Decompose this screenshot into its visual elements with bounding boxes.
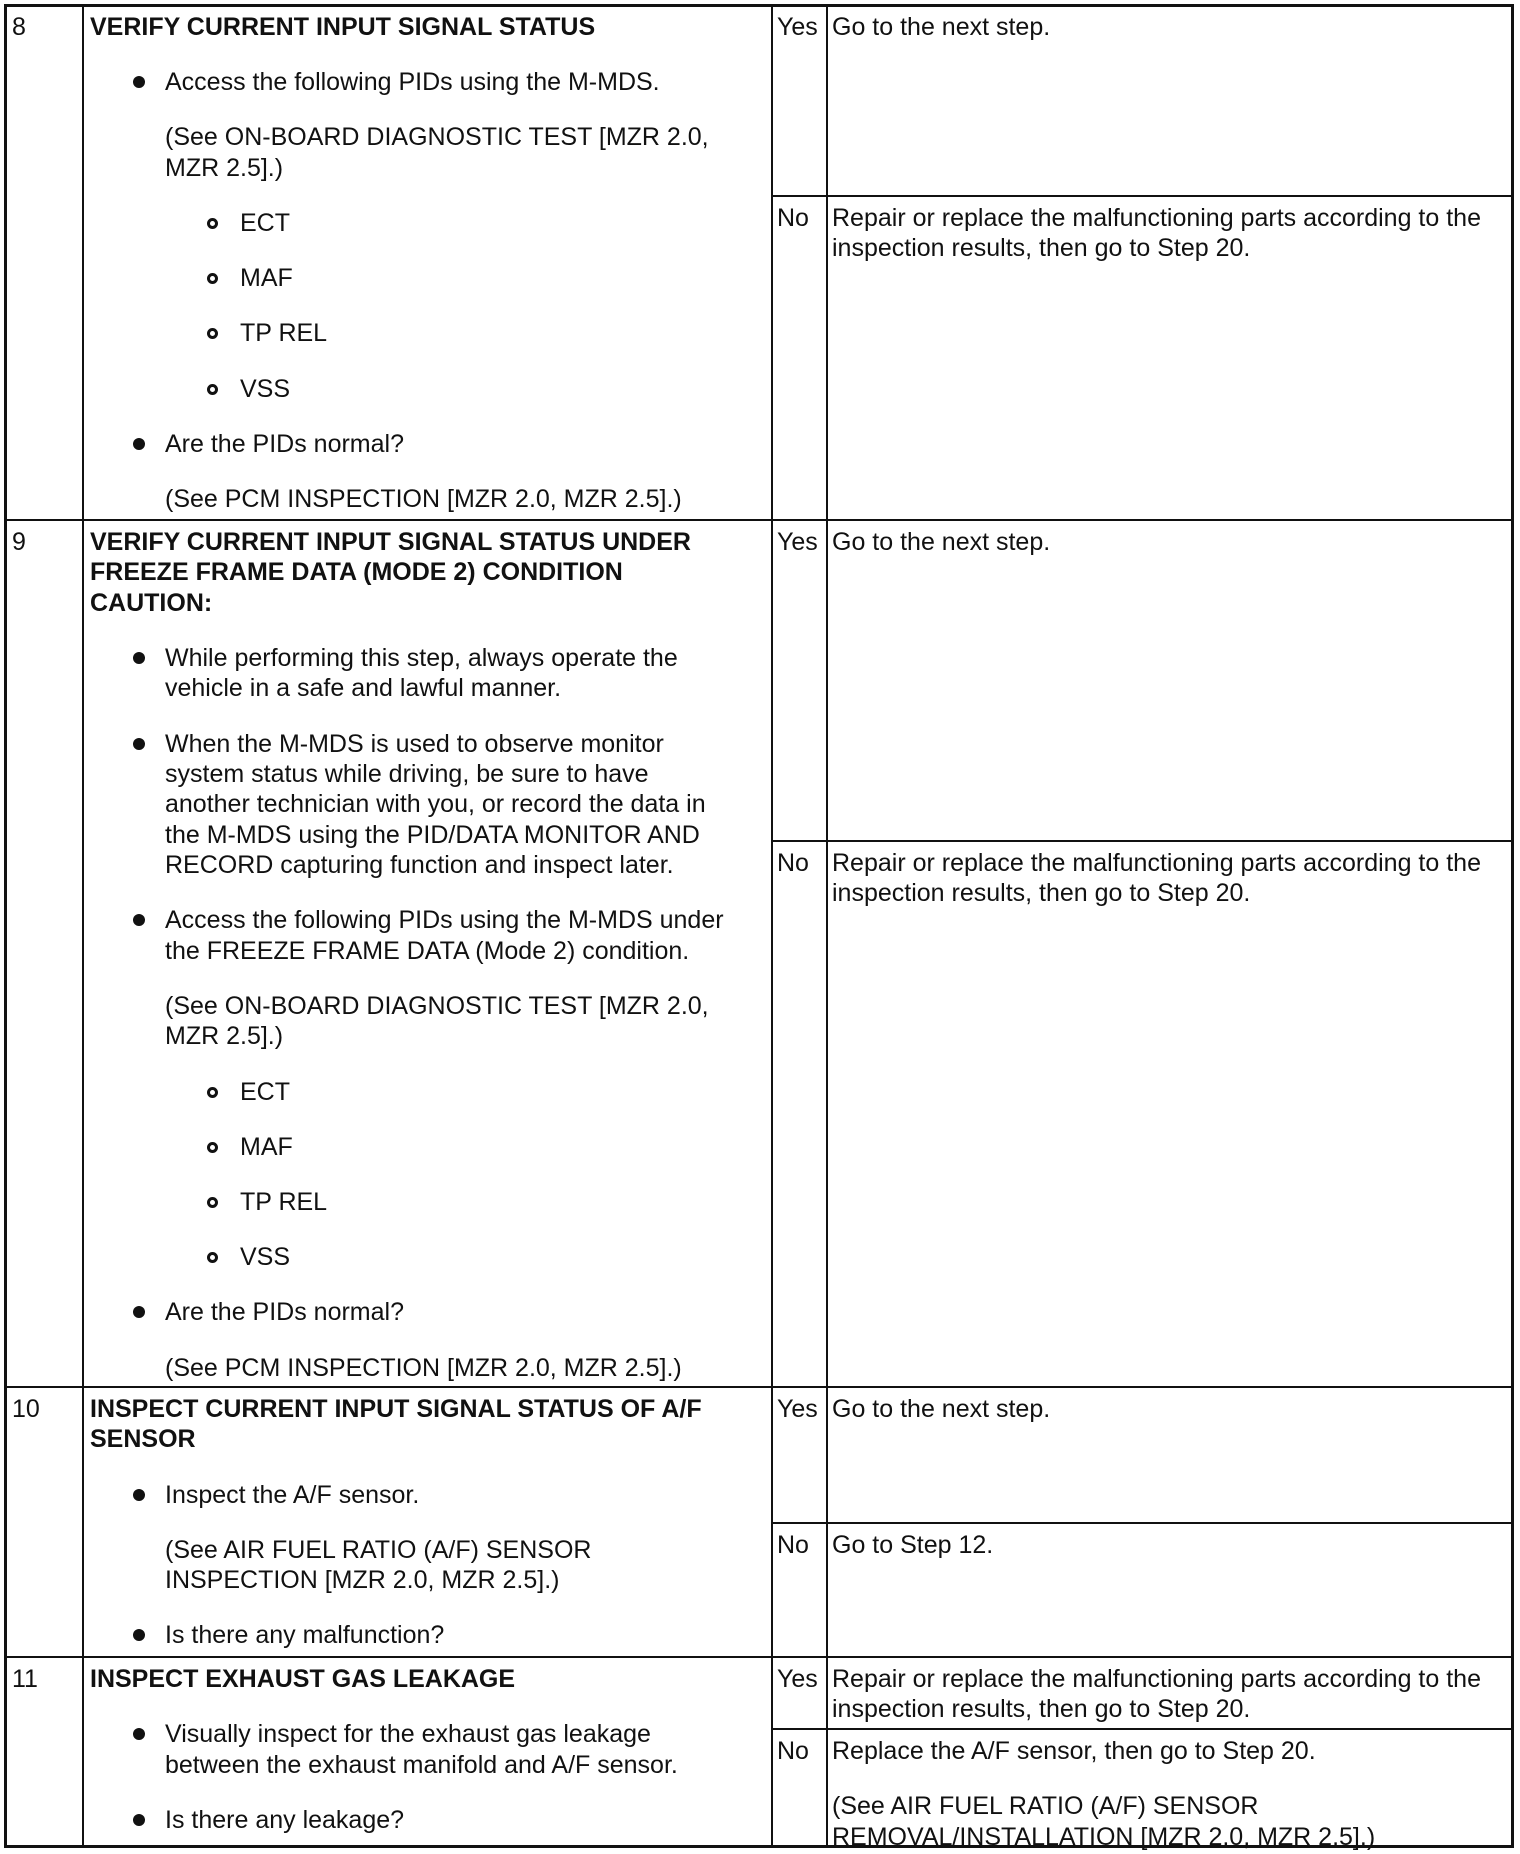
bullet-icon <box>133 652 145 664</box>
no-action-text: inspection results, then go to Step 20. <box>832 879 1251 908</box>
yes-label: Yes <box>777 1395 818 1423</box>
step-text: When the M-MDS is used to observe monitor <box>165 729 664 758</box>
yes-no-divider <box>771 840 1514 842</box>
step-text: MZR 2.5].) <box>165 1022 284 1051</box>
step-title: VERIFY CURRENT INPUT SIGNAL STATUS <box>90 13 596 41</box>
pid-item: TP REL <box>240 1188 328 1216</box>
step-text: system status while driving, be sure to have <box>165 760 649 788</box>
step-title: INSPECT CURRENT INPUT SIGNAL STATUS OF A/F <box>90 1395 702 1423</box>
yes-action-text: Go to the next step. <box>832 528 1051 556</box>
no-label: No <box>777 204 809 232</box>
step-text: Are the PIDs normal? <box>165 1298 404 1327</box>
yes-label: Yes <box>777 528 818 556</box>
step-text: the M-MDS using the PID/DATA MONITOR AND <box>165 820 700 849</box>
yes-action-text: Repair or replace the malfunctioning parts according to the <box>832 1665 1481 1693</box>
yes-action-text: Go to the next step. <box>832 1395 1051 1423</box>
column-divider <box>826 4 828 1848</box>
no-action-text: Replace the A/F sensor, then go to Step 20. <box>832 1737 1316 1765</box>
step-title: INSPECT EXHAUST GAS LEAKAGE <box>90 1665 516 1693</box>
step-number: 9 <box>12 528 26 556</box>
yes-no-divider <box>771 1522 1514 1524</box>
step-text: Is there any malfunction? <box>165 1621 445 1650</box>
step-text: Access the following PIDs using the M-MDS under <box>165 906 724 935</box>
yes-no-divider <box>771 1728 1514 1730</box>
pid-item: TP REL <box>240 319 328 348</box>
yes-label: Yes <box>777 1665 818 1693</box>
step-text: Inspect the A/F sensor. <box>165 1480 420 1509</box>
no-action-text: REMOVAL/INSTALLATION [MZR 2.0, MZR 2.5].) <box>832 1822 1376 1851</box>
bullet-icon <box>133 1814 145 1826</box>
step-text: MZR 2.5].) <box>165 153 284 182</box>
step-title: FREEZE FRAME DATA (MODE 2) CONDITION <box>90 558 623 587</box>
no-action-text: inspection results, then go to Step 20. <box>832 234 1251 263</box>
bullet-icon <box>133 738 145 750</box>
step-text: between the exhaust manifold and A/F sensor. <box>165 1750 678 1779</box>
circle-bullet-icon <box>207 218 218 229</box>
step-text: Visually inspect for the exhaust gas leakage <box>165 1720 651 1749</box>
bullet-icon <box>133 438 145 450</box>
column-divider <box>771 4 773 1848</box>
step-text: Access the following PIDs using the M-MDS. <box>165 68 660 97</box>
step-text: vehicle in a safe and lawful manner. <box>165 674 562 703</box>
pid-item: MAF <box>240 264 293 293</box>
step-text: RECORD capturing function and inspect later. <box>165 851 674 880</box>
step-text: another technician with you, or record the data in <box>165 790 706 819</box>
no-label: No <box>777 849 809 877</box>
circle-bullet-icon <box>207 1087 218 1098</box>
no-label: No <box>777 1737 809 1765</box>
step-text: Are the PIDs normal? <box>165 429 404 458</box>
yes-label: Yes <box>777 13 818 41</box>
column-divider <box>82 4 84 1848</box>
yes-no-divider <box>771 195 1514 197</box>
step-text: (See ON-BOARD DIAGNOSTIC TEST [MZR 2.0, <box>165 992 709 1020</box>
circle-bullet-icon <box>207 1142 218 1153</box>
step-text: (See PCM INSPECTION [MZR 2.0, MZR 2.5].) <box>165 485 682 513</box>
step-text: INSPECTION [MZR 2.0, MZR 2.5].) <box>165 1566 560 1595</box>
step-title: CAUTION: <box>90 588 213 617</box>
row-divider <box>4 1386 1514 1388</box>
no-action-text: (See AIR FUEL RATIO (A/F) SENSOR <box>832 1792 1259 1821</box>
step-title: VERIFY CURRENT INPUT SIGNAL STATUS UNDER <box>90 528 691 556</box>
step-text: the FREEZE FRAME DATA (Mode 2) condition. <box>165 936 690 965</box>
step-text: (See AIR FUEL RATIO (A/F) SENSOR <box>165 1535 592 1564</box>
circle-bullet-icon <box>207 1197 218 1208</box>
pid-item: MAF <box>240 1132 293 1161</box>
row-divider <box>4 519 1514 521</box>
pid-item: VSS <box>240 1243 291 1272</box>
step-text: (See ON-BOARD DIAGNOSTIC TEST [MZR 2.0, <box>165 123 709 152</box>
step-title: SENSOR <box>90 1425 196 1454</box>
step-number: 10 <box>12 1395 40 1423</box>
pid-item: VSS <box>240 374 291 403</box>
pid-item: ECT <box>240 209 290 237</box>
pid-item: ECT <box>240 1077 290 1106</box>
step-text: (See PCM INSPECTION [MZR 2.0, MZR 2.5].) <box>165 1353 682 1382</box>
step-number: 8 <box>12 13 26 41</box>
no-action-text: Repair or replace the malfunctioning parts according to the <box>832 204 1481 232</box>
step-number: 11 <box>12 1665 38 1693</box>
row-divider <box>4 1656 1514 1658</box>
no-action-text: Go to Step 12. <box>832 1531 994 1559</box>
yes-action-text: inspection results, then go to Step 20. <box>832 1695 1251 1724</box>
no-label: No <box>777 1531 809 1559</box>
circle-bullet-icon <box>207 384 218 395</box>
yes-action-text: Go to the next step. <box>832 13 1051 41</box>
step-text: While performing this step, always operate the <box>165 644 678 672</box>
step-text: Is there any leakage? <box>165 1805 405 1834</box>
no-action-text: Repair or replace the malfunctioning parts according to the <box>832 849 1481 877</box>
bullet-icon <box>133 1489 145 1501</box>
